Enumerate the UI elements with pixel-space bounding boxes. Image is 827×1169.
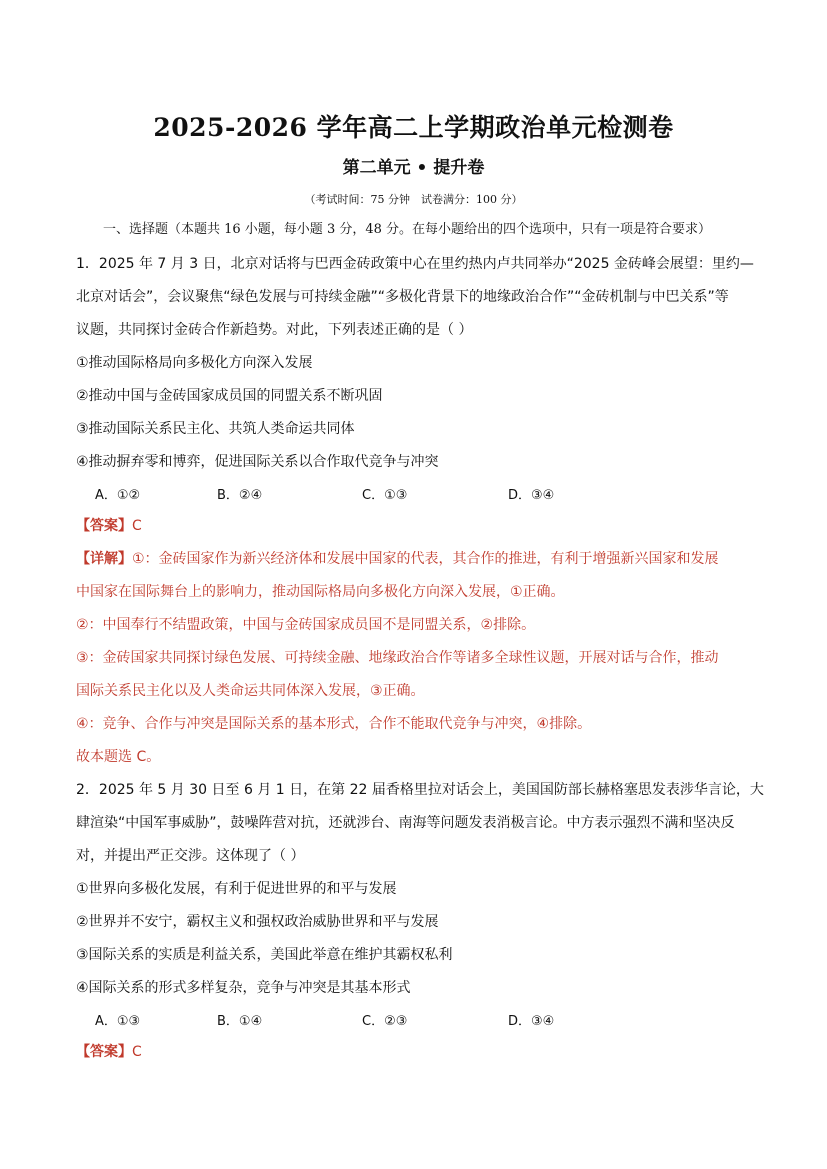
q2-item: ①世界向多极化发展，有利于促进世界的和平与发展 xyxy=(76,881,397,897)
q2-option-b: B．①④ xyxy=(217,1014,263,1029)
q1-item: ②推动中国与金砖国家成员国的同盟关系不断巩固 xyxy=(76,388,383,404)
q2-option-c: C．②③ xyxy=(362,1014,408,1029)
section-heading: 一、选择题（本题共 16 小题，每小题 3 分，48 分。在每小题给出的四个选项中，只有一项是符合要求） xyxy=(103,222,712,237)
q2-stem-line: 2．2025 年 5 月 30 日至 6 月 1 日，在第 22 届香格里拉对话会上，美国国防部长赫格塞思发表涉华言论，大 xyxy=(76,782,764,798)
answer-label: 【答案】 xyxy=(76,518,132,534)
q1-stem-line: 1．2025 年 7 月 3 日，北京对话将与巴西金砖政策中心在里约热内卢共同举办“2025 金砖峰会展望：里约— xyxy=(76,256,754,272)
q2-item: ②世界并不安宁，霸权主义和强权政治威胁世界和平与发展 xyxy=(76,914,439,930)
q1-option-a: A．①② xyxy=(95,488,141,503)
page-title: 2025-2026 学年高二上学期政治单元检测卷 xyxy=(153,113,674,142)
detail-text: ①：金砖国家作为新兴经济体和发展中国家的代表，其合作的推进，有利于增强新兴国家和发展 xyxy=(132,551,719,567)
detail-label: 【详解】 xyxy=(76,551,132,567)
answer-value: C xyxy=(132,1044,142,1060)
q1-detail-line xyxy=(76,549,756,569)
q1-stem-line: 议题，共同探讨金砖合作新趋势。对此，下列表述正确的是（ ） xyxy=(76,322,473,338)
q1-option-d: D．③④ xyxy=(508,488,555,503)
q2-stem-line: 肆渲染“中国军事威胁”，鼓噪阵营对抗，还就涉台、南海等问题发表消极言论。中方表示强烈不满和坚决反 xyxy=(76,815,735,831)
q1-detail-line: 国际关系民主化以及人类命运共同体深入发展，③正确。 xyxy=(76,683,425,699)
q1-option-c: C．①③ xyxy=(362,488,408,503)
answer-value: C xyxy=(132,518,142,534)
page-subtitle: 第二单元 • 提升卷 xyxy=(342,158,485,178)
q1-stem-line: 北京对话会”，会议聚焦“绿色发展与可持续金融”“多极化背景下的地缘政治合作”“金砖机制与中巴关系”等 xyxy=(76,289,729,305)
q1-item: ④推动摒弃零和博弈，促进国际关系以合作取代竞争与冲突 xyxy=(76,454,439,470)
q1-detail-line: ②：中国奉行不结盟政策，中国与金砖国家成员国不是同盟关系，②排除。 xyxy=(76,617,536,633)
q1-conclusion: 故本题选 C。 xyxy=(76,749,161,765)
q1-item: ③推动国际关系民主化、共筑人类命运共同体 xyxy=(76,421,355,437)
exam-meta: （考试时间：75 分钟 试卷满分：100 分） xyxy=(304,193,523,206)
q2-option-d: D．③④ xyxy=(508,1014,555,1029)
q2-item: ④国际关系的形式多样复杂，竞争与冲突是其基本形式 xyxy=(76,980,411,996)
q2-answer xyxy=(76,1042,756,1062)
q1-answer xyxy=(76,516,756,536)
q1-detail-line: ③：金砖国家共同探讨绿色发展、可持续金融、地缘政治合作等诸多全球性议题，开展对话与合作，推动 xyxy=(76,650,719,666)
q2-item: ③国际关系的实质是利益关系，美国此举意在维护其霸权私利 xyxy=(76,947,453,963)
q1-item: ①推动国际格局向多极化方向深入发展 xyxy=(76,355,313,371)
q1-option-b: B．②④ xyxy=(217,488,263,503)
q1-detail-line: ④：竞争、合作与冲突是国际关系的基本形式，合作不能取代竞争与冲突，④排除。 xyxy=(76,716,592,732)
q2-stem-line: 对，并提出严正交涉。这体现了（ ） xyxy=(76,848,305,864)
q2-option-a: A．①③ xyxy=(95,1014,141,1029)
answer-label: 【答案】 xyxy=(76,1044,132,1060)
q1-detail-line: 中国家在国际舞台上的影响力，推动国际格局向多极化方向深入发展，①正确。 xyxy=(76,584,565,600)
